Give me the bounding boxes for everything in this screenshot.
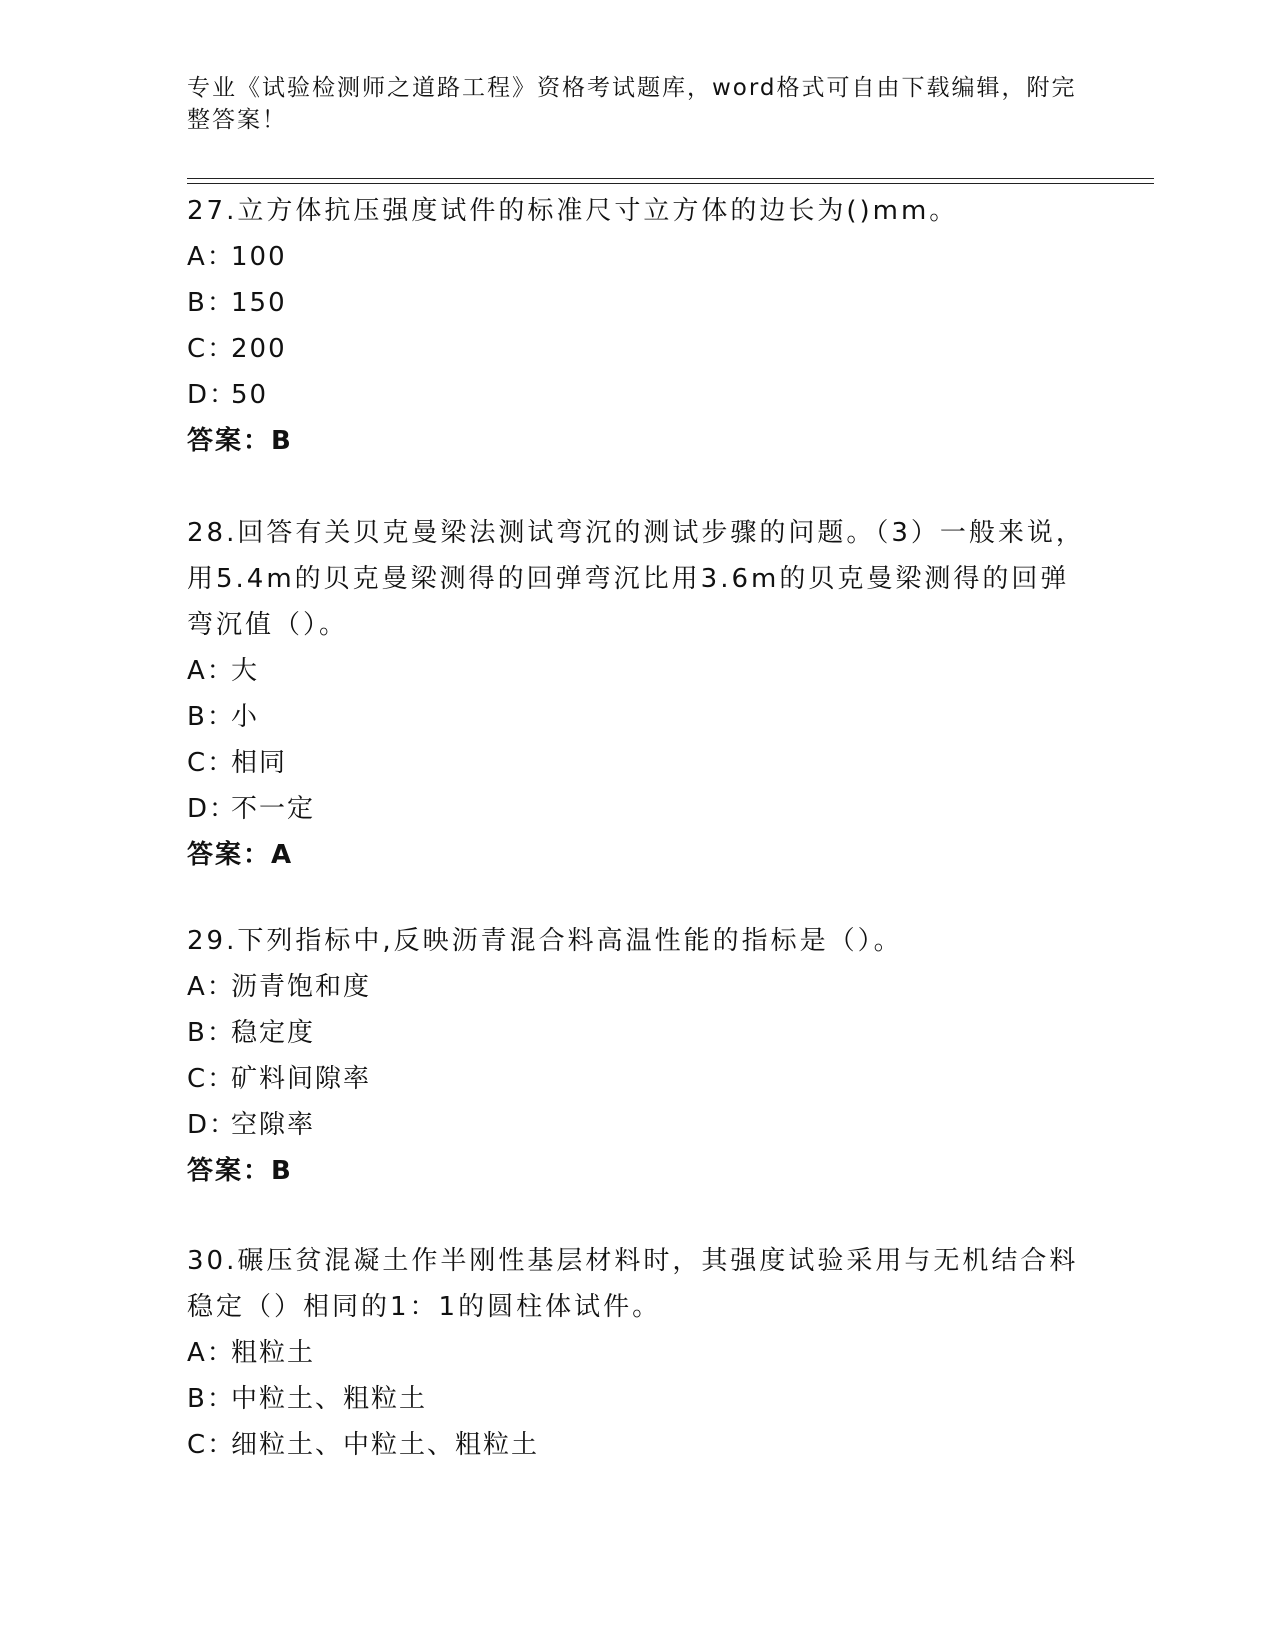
question-stem: 27.立方体抗压强度试件的标准尺寸立方体的边长为()mm。 xyxy=(187,196,959,226)
option-text: 细粒土、中粒土、粗粒土 xyxy=(231,1430,540,1460)
option-key: A： xyxy=(187,656,235,686)
option-key: B： xyxy=(187,1384,235,1414)
option-c xyxy=(187,740,1087,786)
option-d xyxy=(187,786,1087,832)
option-key: C： xyxy=(187,1064,236,1094)
header-divider-bottom xyxy=(187,183,1154,184)
option-text: 中粒土、粗粒土 xyxy=(231,1384,428,1414)
option-text: 小 xyxy=(231,702,260,732)
question-28 xyxy=(187,510,1087,878)
option-text: 大 xyxy=(231,656,260,686)
answer-line: 答案：B xyxy=(187,426,293,456)
answer-line: 答案：B xyxy=(187,1156,293,1186)
option-text: 沥青饱和度 xyxy=(231,972,372,1002)
option-key: A： xyxy=(187,972,235,1002)
option-b xyxy=(187,1376,1087,1422)
answer-line: 答案：A xyxy=(187,840,294,870)
option-text: 矿料间隙率 xyxy=(231,1064,372,1094)
option-key: D： xyxy=(187,1110,238,1140)
option-key: A： xyxy=(187,242,235,272)
option-text: 150 xyxy=(231,288,287,318)
option-c xyxy=(187,1422,1087,1468)
question-stem: 30.碾压贫混凝土作半刚性基层材料时，其强度试验采用与无机结合料稳定（）相同的1：1的圆柱体试件。 xyxy=(187,1246,1079,1322)
question-27 xyxy=(187,188,1087,464)
option-a xyxy=(187,964,1087,1010)
option-text: 50 xyxy=(231,380,269,410)
option-d xyxy=(187,372,1087,418)
option-key: D： xyxy=(187,794,238,824)
option-text: 粗粒土 xyxy=(231,1338,316,1368)
option-key: B： xyxy=(187,702,235,732)
option-b xyxy=(187,1010,1087,1056)
document-intro: 专业《试验检测师之道路工程》资格考试题库，word格式可自由下载编辑，附完整答案！ xyxy=(187,75,1077,133)
option-b xyxy=(187,694,1087,740)
option-text: 空隙率 xyxy=(231,1110,316,1140)
header-divider-top xyxy=(187,178,1154,179)
option-key: D： xyxy=(187,380,238,410)
option-key: B： xyxy=(187,288,235,318)
option-text: 不一定 xyxy=(231,794,316,824)
option-c xyxy=(187,1056,1087,1102)
option-d xyxy=(187,1102,1087,1148)
option-text: 稳定度 xyxy=(231,1018,316,1048)
option-b xyxy=(187,280,1087,326)
option-text: 相同 xyxy=(231,748,288,778)
option-a xyxy=(187,648,1087,694)
question-stem: 29.下列指标中,反映沥青混合料高温性能的指标是（）。 xyxy=(187,926,903,956)
option-text: 100 xyxy=(231,242,287,272)
option-c xyxy=(187,326,1087,372)
option-key: A： xyxy=(187,1338,235,1368)
option-text: 200 xyxy=(231,334,287,364)
option-a xyxy=(187,1330,1087,1376)
question-stem: 28.回答有关贝克曼梁法测试弯沉的测试步骤的问题。（3）一般来说，用5.4m的贝克曼梁测得的回弹弯沉比用3.6m的贝克曼梁测得的回弹弯沉值（）。 xyxy=(187,518,1085,640)
option-a xyxy=(187,234,1087,280)
option-key: C： xyxy=(187,748,236,778)
option-key: C： xyxy=(187,334,236,364)
question-30 xyxy=(187,1238,1087,1468)
option-key: C： xyxy=(187,1430,236,1460)
option-key: B： xyxy=(187,1018,235,1048)
question-29 xyxy=(187,918,1087,1194)
